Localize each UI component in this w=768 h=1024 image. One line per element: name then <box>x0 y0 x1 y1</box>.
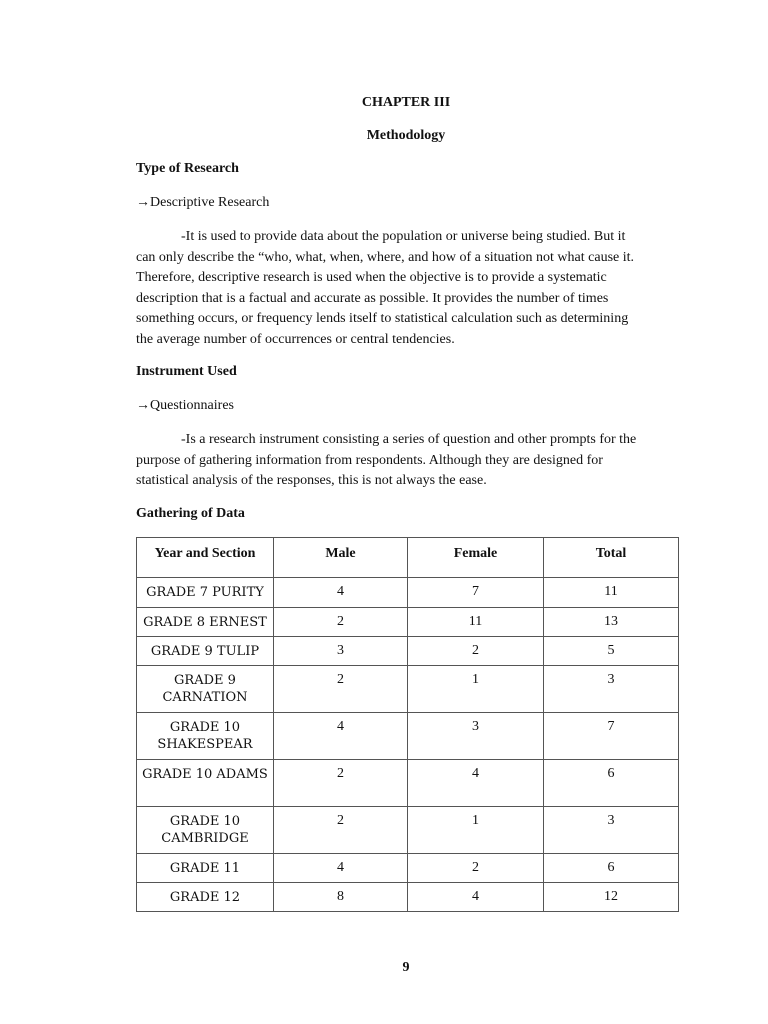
cell-male: 2 <box>274 807 408 854</box>
section-heading-instrument-used: Instrument Used <box>136 364 237 379</box>
cell-female: 2 <box>408 637 544 666</box>
table-row <box>137 807 679 854</box>
cell-section: GRADE 11 <box>137 854 274 883</box>
paragraph-descriptive-research <box>136 227 676 351</box>
cell-section: GRADE 12 <box>137 883 274 912</box>
subheading-text: Questionnaires <box>150 398 234 413</box>
cell-male: 3 <box>274 637 408 666</box>
subheading-text: Descriptive Research <box>150 195 270 210</box>
section-heading-gathering-of-data: Gathering of Data <box>136 506 245 521</box>
paragraph-line: something occurs, or frequency lends itself to statistical calculation such as determining <box>136 311 629 327</box>
cell-total: 11 <box>544 578 679 608</box>
cell-female: 11 <box>408 608 544 637</box>
cell-total: 6 <box>544 760 679 807</box>
section-heading-type-of-research: Type of Research <box>136 161 239 176</box>
data-table <box>136 537 679 912</box>
chapter-label: CHAPTER III <box>361 95 451 110</box>
paragraph-line: description that is a factual and accurate as possible. It provides the number of times <box>136 290 609 306</box>
paragraph-questionnaires <box>136 430 676 492</box>
table-row <box>137 578 679 608</box>
cell-section: GRADE 7 PURITY <box>137 578 274 608</box>
paragraph-line: can only describe the “who, what, when, where, and how of a situation not what cause it. <box>136 249 635 265</box>
table-row <box>137 713 679 760</box>
page-number: 9 <box>402 960 410 975</box>
cell-female: 4 <box>408 760 544 807</box>
cell-total: 3 <box>544 666 679 713</box>
cell-total: 7 <box>544 713 679 760</box>
cell-female: 2 <box>408 854 544 883</box>
cell-female: 7 <box>408 578 544 608</box>
table-row <box>137 883 679 912</box>
cell-section: GRADE 10 CAMBRIDGE <box>137 807 274 854</box>
table-row <box>137 854 679 883</box>
cell-male: 2 <box>274 760 408 807</box>
column-header-total: Total <box>544 538 679 578</box>
cell-total: 13 <box>544 608 679 637</box>
cell-male: 4 <box>274 578 408 608</box>
table-row <box>137 608 679 637</box>
cell-section: GRADE 9 CARNATION <box>137 666 274 713</box>
cell-total: 6 <box>544 854 679 883</box>
paragraph-line: -Is a research instrument consisting a series of question and other prompts for the <box>181 432 637 447</box>
column-header-male: Male <box>274 538 408 578</box>
cell-section: GRADE 8 ERNEST <box>137 608 274 637</box>
cell-male: 2 <box>274 608 408 637</box>
cell-female: 1 <box>408 807 544 854</box>
paragraph-line: the average number of occurrences or central tendencies. <box>136 331 455 347</box>
page-title: Methodology <box>366 128 446 143</box>
column-header-female: Female <box>408 538 544 578</box>
column-header-year-and-section: Year and Section <box>137 538 274 578</box>
paragraph-line: statistical analysis of the responses, this is not always the ease. <box>136 473 487 489</box>
cell-total: 3 <box>544 807 679 854</box>
subheading-questionnaires <box>136 398 234 414</box>
cell-section: GRADE 10 SHAKESPEAR <box>137 713 274 760</box>
cell-male: 4 <box>274 854 408 883</box>
paragraph-line: -It is used to provide data about the population or universe being studied. But it <box>181 229 626 244</box>
table-header-row <box>137 538 679 578</box>
arrow-icon: → <box>136 398 150 413</box>
cell-female: 4 <box>408 883 544 912</box>
table-row <box>137 760 679 807</box>
cell-total: 5 <box>544 637 679 666</box>
cell-female: 1 <box>408 666 544 713</box>
table-row <box>137 666 679 713</box>
paragraph-line: Therefore, descriptive research is used when the objective is to provide a systematic <box>136 270 607 286</box>
cell-male: 4 <box>274 713 408 760</box>
cell-section: GRADE 9 TULIP <box>137 637 274 666</box>
cell-male: 8 <box>274 883 408 912</box>
cell-male: 2 <box>274 666 408 713</box>
cell-total: 12 <box>544 883 679 912</box>
subheading-descriptive-research <box>136 195 269 211</box>
paragraph-line: purpose of gathering information from respondents. Although they are designed for <box>136 452 603 468</box>
arrow-icon: → <box>136 195 150 210</box>
cell-female: 3 <box>408 713 544 760</box>
cell-section: GRADE 10 ADAMS <box>137 760 274 807</box>
table-row <box>137 637 679 666</box>
